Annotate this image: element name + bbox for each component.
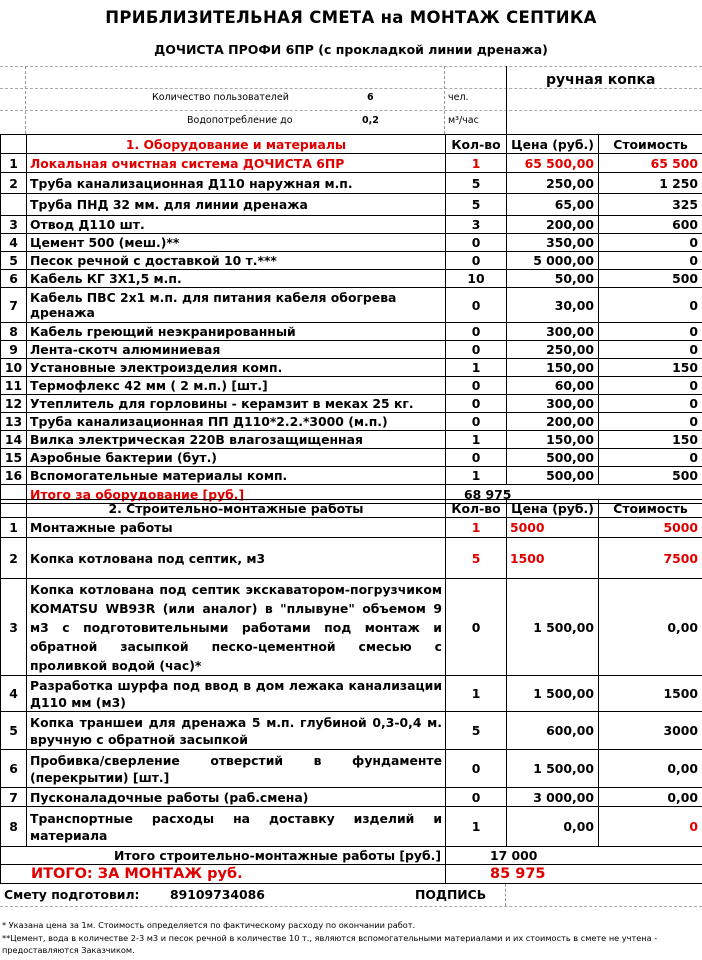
row-number: 1 <box>1 518 27 538</box>
row-price: 1 500,00 <box>507 676 599 712</box>
row-name: Труба канализационная Д110 наружная м.п. <box>27 173 446 194</box>
row-name: Термофлекс 42 мм ( 2 м.п.) [шт.] <box>27 377 446 395</box>
row-qty: 5 <box>446 538 507 579</box>
table-row <box>1 270 702 288</box>
row-cost: 500 <box>599 467 702 485</box>
table-row <box>1 194 702 216</box>
row-number <box>1 194 27 216</box>
row-number: 5 <box>1 712 27 750</box>
equipment-header-row <box>1 135 702 154</box>
row-name: Песок речной с доставкой 10 т.*** <box>27 252 446 270</box>
table-row <box>1 449 702 467</box>
row-name: Локальная очистная система ДОЧИСТА 6ПР <box>27 154 446 173</box>
row-cost: 1500 <box>599 676 702 712</box>
header-cell <box>1 500 27 518</box>
row-cost: 600 <box>599 216 702 234</box>
works-total-value: 17 000 <box>446 847 702 865</box>
row-price: 65,00 <box>507 194 599 216</box>
row-number: 4 <box>1 676 27 712</box>
row-name: Пробивка/сверление отверстий в фундаменте (перекрытии) [шт.] <box>27 750 446 788</box>
row-qty: 0 <box>446 377 507 395</box>
row-qty: 1 <box>446 359 507 377</box>
cost-header: Стоимость <box>599 135 702 154</box>
qty-header: Кол-во <box>446 135 507 154</box>
row-cost: 0 <box>599 413 702 431</box>
row-number: 16 <box>1 467 27 485</box>
row-qty: 0 <box>446 788 507 807</box>
row-name: Отвод Д110 шт. <box>27 216 446 234</box>
row-price: 5000 <box>507 518 599 538</box>
row-number: 11 <box>1 377 27 395</box>
row-number: 2 <box>1 538 27 579</box>
row-cost: 0 <box>599 252 702 270</box>
row-name: Кабель греющий неэкранированный <box>27 323 446 341</box>
users-value: 6 <box>367 92 374 103</box>
row-name: Копка котлована под септик, м3 <box>27 538 446 579</box>
table-row <box>1 359 702 377</box>
table-row <box>1 154 702 173</box>
table-row <box>1 252 702 270</box>
users-unit: чел. <box>448 92 469 103</box>
row-price: 65 500,00 <box>507 154 599 173</box>
row-number: 14 <box>1 431 27 449</box>
row-price: 250,00 <box>507 173 599 194</box>
table-row <box>1 173 702 194</box>
footnote-1: * Указана цена за 1м. Стоимость определяется по фактическому расходу по окончании работ. <box>2 920 416 930</box>
row-cost: 65 500 <box>599 154 702 173</box>
grand-total-value: 85 975 <box>446 865 702 884</box>
table-row <box>1 807 702 847</box>
equipment-total-label: Итого за оборудование [руб.] <box>27 485 446 504</box>
row-number: 8 <box>1 323 27 341</box>
row-number: 1 <box>1 154 27 173</box>
row-cost: 0 <box>599 323 702 341</box>
digging-type-label: ручная копка <box>546 72 656 88</box>
grand-total-row <box>1 865 702 884</box>
header-divider <box>506 66 507 134</box>
table-row <box>1 288 702 323</box>
grid-line <box>505 884 506 906</box>
row-name: Цемент 500 (меш.)** <box>27 234 446 252</box>
table-row <box>1 216 702 234</box>
table-row <box>1 234 702 252</box>
table-row <box>1 518 702 538</box>
row-qty: 5 <box>446 173 507 194</box>
row-price: 30,00 <box>507 288 599 323</box>
table-row <box>1 467 702 485</box>
row-cost: 500 <box>599 270 702 288</box>
row-price: 500,00 <box>507 467 599 485</box>
grid-line <box>25 66 26 134</box>
row-price: 200,00 <box>507 216 599 234</box>
row-name: Монтажные работы <box>27 518 446 538</box>
price-header: Цена (руб.) <box>507 500 599 518</box>
table-row <box>1 579 702 676</box>
row-price: 150,00 <box>507 431 599 449</box>
row-name: Лента-скотч алюминиевая <box>27 341 446 359</box>
water-unit: м³/час <box>448 115 479 126</box>
row-number: 2 <box>1 173 27 194</box>
table-row <box>1 538 702 579</box>
row-qty: 1 <box>446 518 507 538</box>
row-number: 3 <box>1 579 27 676</box>
grid-line <box>444 66 445 134</box>
row-price: 500,00 <box>507 449 599 467</box>
row-qty: 5 <box>446 712 507 750</box>
row-cost: 0 <box>599 234 702 252</box>
row-price: 300,00 <box>507 395 599 413</box>
price-header: Цена (руб.) <box>507 135 599 154</box>
row-name: Кабель КГ 3Х1,5 м.п. <box>27 270 446 288</box>
row-price: 0,00 <box>507 807 599 847</box>
table-row <box>1 676 702 712</box>
row-qty: 0 <box>446 288 507 323</box>
row-price: 5 000,00 <box>507 252 599 270</box>
qty-header: Кол-во <box>446 500 507 518</box>
row-name: Пусконаладочные работы (раб.смена) <box>27 788 446 807</box>
prepared-by-label: Смету подготовил: <box>4 887 140 902</box>
row-cost: 0,00 <box>599 579 702 676</box>
row-qty: 1 <box>446 431 507 449</box>
row-cost: 150 <box>599 359 702 377</box>
row-cost: 7500 <box>599 538 702 579</box>
page-title: ПРИБЛИЗИТЕЛЬНАЯ СМЕТА на МОНТАЖ СЕПТИКА <box>105 8 597 27</box>
row-number: 3 <box>1 216 27 234</box>
header-cell <box>1 135 27 154</box>
row-price: 3 000,00 <box>507 788 599 807</box>
table-row <box>1 377 702 395</box>
works-total-row <box>1 847 702 865</box>
row-name: Труба канализационная ПП Д110*2.2.*3000 (м.п.) <box>27 413 446 431</box>
row-price: 600,00 <box>507 712 599 750</box>
row-qty: 1 <box>446 676 507 712</box>
table-row <box>1 395 702 413</box>
row-price: 150,00 <box>507 359 599 377</box>
row-name: Копка котлована под септик экскаватором-погрузчиком KOMATSU WB93R (или аналог) в "плывуне" объемом 9 м3 с подготовительными работами под монтаж и обратной засыпкой песко-цементной смесью с проливкой водой (час)* <box>27 579 446 676</box>
row-price: 350,00 <box>507 234 599 252</box>
row-cost: 150 <box>599 431 702 449</box>
table-row <box>1 788 702 807</box>
row-qty: 0 <box>446 413 507 431</box>
row-cost: 5000 <box>599 518 702 538</box>
row-qty: 0 <box>446 341 507 359</box>
row-cost: 3000 <box>599 712 702 750</box>
row-name: Кабель ПВС 2х1 м.п. для питания кабеля обогрева дренажа <box>27 288 446 323</box>
section1-title: 1. Оборудование и материалы <box>27 135 446 154</box>
section2-title: 2. Строительно-монтажные работы <box>27 500 446 518</box>
row-qty: 1 <box>446 807 507 847</box>
row-name: Вспомогательные материалы комп. <box>27 467 446 485</box>
row-cost: 0,00 <box>599 750 702 788</box>
row-cost: 0 <box>599 807 702 847</box>
table-row <box>1 323 702 341</box>
grid-line <box>0 66 702 67</box>
equipment-table <box>0 134 702 504</box>
row-price: 300,00 <box>507 323 599 341</box>
table-row <box>1 431 702 449</box>
equipment-total-value: 68 975 <box>446 485 702 504</box>
row-cost: 0 <box>599 395 702 413</box>
row-qty: 0 <box>446 234 507 252</box>
cost-header: Стоимость <box>599 500 702 518</box>
water-label: Водопотребление до <box>187 115 293 126</box>
row-qty: 0 <box>446 323 507 341</box>
row-qty: 0 <box>446 449 507 467</box>
row-cost: 325 <box>599 194 702 216</box>
row-number: 5 <box>1 252 27 270</box>
row-number: 4 <box>1 234 27 252</box>
row-number: 9 <box>1 341 27 359</box>
works-header-row <box>1 500 702 518</box>
row-name: Копка траншеи для дренажа 5 м.п. глубиной 0,3-0,4 м. вручную с обратной засыпкой <box>27 712 446 750</box>
users-label: Количество пользователей <box>152 92 289 103</box>
row-price: 200,00 <box>507 413 599 431</box>
row-number: 7 <box>1 788 27 807</box>
row-cost: 1 250 <box>599 173 702 194</box>
row-cost: 0 <box>599 377 702 395</box>
row-cost: 0 <box>599 449 702 467</box>
table-row <box>1 341 702 359</box>
row-number: 6 <box>1 270 27 288</box>
row-qty: 5 <box>446 194 507 216</box>
row-name: Аэробные бактерии (бут.) <box>27 449 446 467</box>
row-price: 60,00 <box>507 377 599 395</box>
grand-total-label: ИТОГО: ЗА МОНТАЖ руб. <box>1 865 446 884</box>
row-qty: 1 <box>446 154 507 173</box>
row-cost: 0,00 <box>599 788 702 807</box>
page-subtitle: ДОЧИСТА ПРОФИ 6ПР (с прокладкой линии дренажа) <box>154 42 548 57</box>
row-name: Утеплитель для горловины - керамзит в меках 25 кг. <box>27 395 446 413</box>
row-qty: 10 <box>446 270 507 288</box>
row-number: 7 <box>1 288 27 323</box>
row-qty: 0 <box>446 395 507 413</box>
table-row <box>1 413 702 431</box>
footnote-2: **Цемент, вода в количестве 2-3 м3 и песок речной в количестве 10 т., являются вспомогательными материалами и их стоимость в смете не учтена - предоставляются Заказчиком. <box>2 933 658 955</box>
row-cost: 0 <box>599 341 702 359</box>
row-cost: 0 <box>599 288 702 323</box>
row-qty: 0 <box>446 750 507 788</box>
row-name: Разработка шурфа под ввод в дом лежака канализации Д110 мм (м3) <box>27 676 446 712</box>
prepared-by-phone: 89109734086 <box>170 887 265 902</box>
row-number: 12 <box>1 395 27 413</box>
row-price: 1500 <box>507 538 599 579</box>
row-qty: 0 <box>446 579 507 676</box>
row-price: 1 500,00 <box>507 579 599 676</box>
signature-label: ПОДПИСЬ <box>415 887 487 902</box>
row-price: 1 500,00 <box>507 750 599 788</box>
row-number: 15 <box>1 449 27 467</box>
row-number: 8 <box>1 807 27 847</box>
row-price: 50,00 <box>507 270 599 288</box>
row-name: Вилка электрическая 220В влагозащищенная <box>27 431 446 449</box>
grid-line <box>0 906 702 907</box>
row-number: 13 <box>1 413 27 431</box>
table-row <box>1 712 702 750</box>
row-qty: 3 <box>446 216 507 234</box>
row-number: 10 <box>1 359 27 377</box>
works-table <box>0 499 702 884</box>
row-name: Транспортные расходы на доставку изделий и материала <box>27 807 446 847</box>
water-value: 0,2 <box>362 115 379 126</box>
row-qty: 1 <box>446 467 507 485</box>
row-price: 250,00 <box>507 341 599 359</box>
row-name: Труба ПНД 32 мм. для линии дренажа <box>27 194 446 216</box>
works-total-label: Итого строительно-монтажные работы [руб.] <box>1 847 446 865</box>
table-row <box>1 750 702 788</box>
grid-line <box>0 110 702 111</box>
row-name: Установные электроизделия комп. <box>27 359 446 377</box>
row-qty: 0 <box>446 252 507 270</box>
row-number: 6 <box>1 750 27 788</box>
grid-line <box>0 88 702 89</box>
